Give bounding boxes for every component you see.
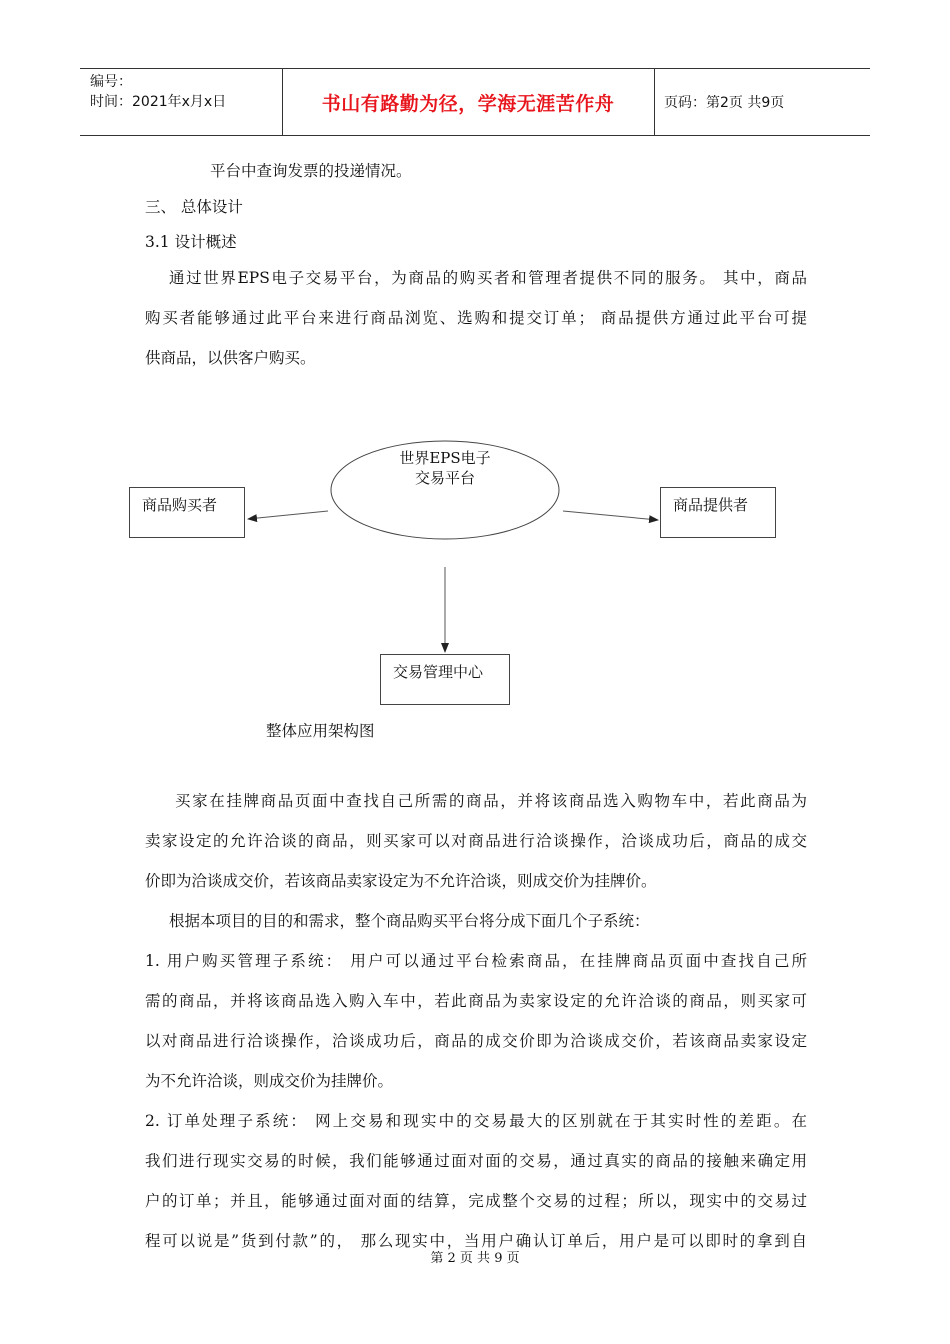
overview-line: 供商品，以供客户购买。 bbox=[145, 349, 316, 367]
section-title: 三、 总体设计 bbox=[145, 198, 243, 216]
body-line: 价即为洽谈成交价，若该商品卖家设定为不允许洽谈，则成交价为挂牌价。 bbox=[145, 872, 657, 890]
body-line: 买家在挂牌商品页面中查找自己所需的商品，并将该商品选入购物车中，若此商品为 bbox=[175, 792, 807, 810]
body-line: 卖家设定的允许洽谈的商品，则买家可以对商品进行洽谈操作，洽谈成功后，商品的成交 bbox=[145, 832, 807, 850]
header-page-label: 页码：第2页 共9页 bbox=[664, 95, 785, 111]
subsection-title: 3.1 设计概述 bbox=[145, 233, 237, 251]
buyer-box bbox=[129, 487, 245, 538]
time-label: 时间：2021年x月x日 bbox=[90, 94, 227, 110]
body-line: 户的订单；并且，能够通过面对面的结算，完成整个交易的过程；所以，现实中的交易过 bbox=[145, 1192, 807, 1210]
platform-label bbox=[340, 448, 550, 488]
overview-line: 通过世界EPS电子交易平台，为商品的购买者和管理者提供不同的服务。 其中，商品 bbox=[169, 269, 807, 287]
management-box bbox=[380, 654, 510, 705]
arrow-to-provider bbox=[563, 511, 658, 520]
overview-line: 购买者能够通过此平台来进行商品浏览、选购和提交订单； 商品提供方通过此平台可提 bbox=[145, 309, 807, 327]
body-line: 为不允许洽谈，则成交价为挂牌价。 bbox=[145, 1072, 394, 1090]
intro-line: 平台中查询发票的投递情况。 bbox=[210, 162, 412, 180]
body-line: 我们进行现实交易的时候，我们能够通过面对面的交易，通过真实的商品的接触来确定用 bbox=[145, 1152, 807, 1170]
header-motto: 书山有路勤为径，学海无涯苦作舟 bbox=[321, 92, 615, 115]
body-line: 根据本项目的目的和需求，整个商品购买平台将分成下面几个子系统： bbox=[169, 912, 650, 930]
buyer-box-label: 商品购买者 bbox=[142, 496, 218, 514]
number-label: 编号： bbox=[90, 74, 132, 90]
body-line: 2. 订单处理子系统： 网上交易和现实中的交易最大的区别就在于其实时性的差距。在 bbox=[145, 1112, 807, 1130]
provider-box bbox=[660, 487, 776, 538]
requirements-paragraphs bbox=[145, 781, 807, 1261]
body-line: 需的商品，并将该商品选入购入车中，若此商品为卖家设定的允许洽谈的商品，则买家可 bbox=[145, 992, 807, 1010]
management-box-label: 交易管理中心 bbox=[393, 663, 484, 681]
page-footer: 第 2 页 共 9 页 bbox=[430, 1251, 520, 1266]
body-line: 1. 用户购买管理子系统： 用户可以通过平台检索商品，在挂牌商品页面中查找自己所 bbox=[145, 952, 807, 970]
arrow-to-buyer bbox=[248, 511, 328, 519]
platform-label-line1: 世界EPS电子 bbox=[399, 449, 491, 467]
body-line: 以对商品进行洽谈操作，洽谈成功后，商品的成交价即为洽谈成交价，若该商品卖家设定 bbox=[145, 1032, 807, 1050]
diagram-caption: 整体应用架构图 bbox=[266, 722, 375, 740]
provider-box-label: 商品提供者 bbox=[673, 496, 749, 514]
body-line: 程可以说是”货到付款”的， 那么现实中，当用户确认订单后，用户是可以即时的拿到自 bbox=[145, 1232, 807, 1250]
platform-label-line2: 交易平台 bbox=[414, 469, 475, 487]
